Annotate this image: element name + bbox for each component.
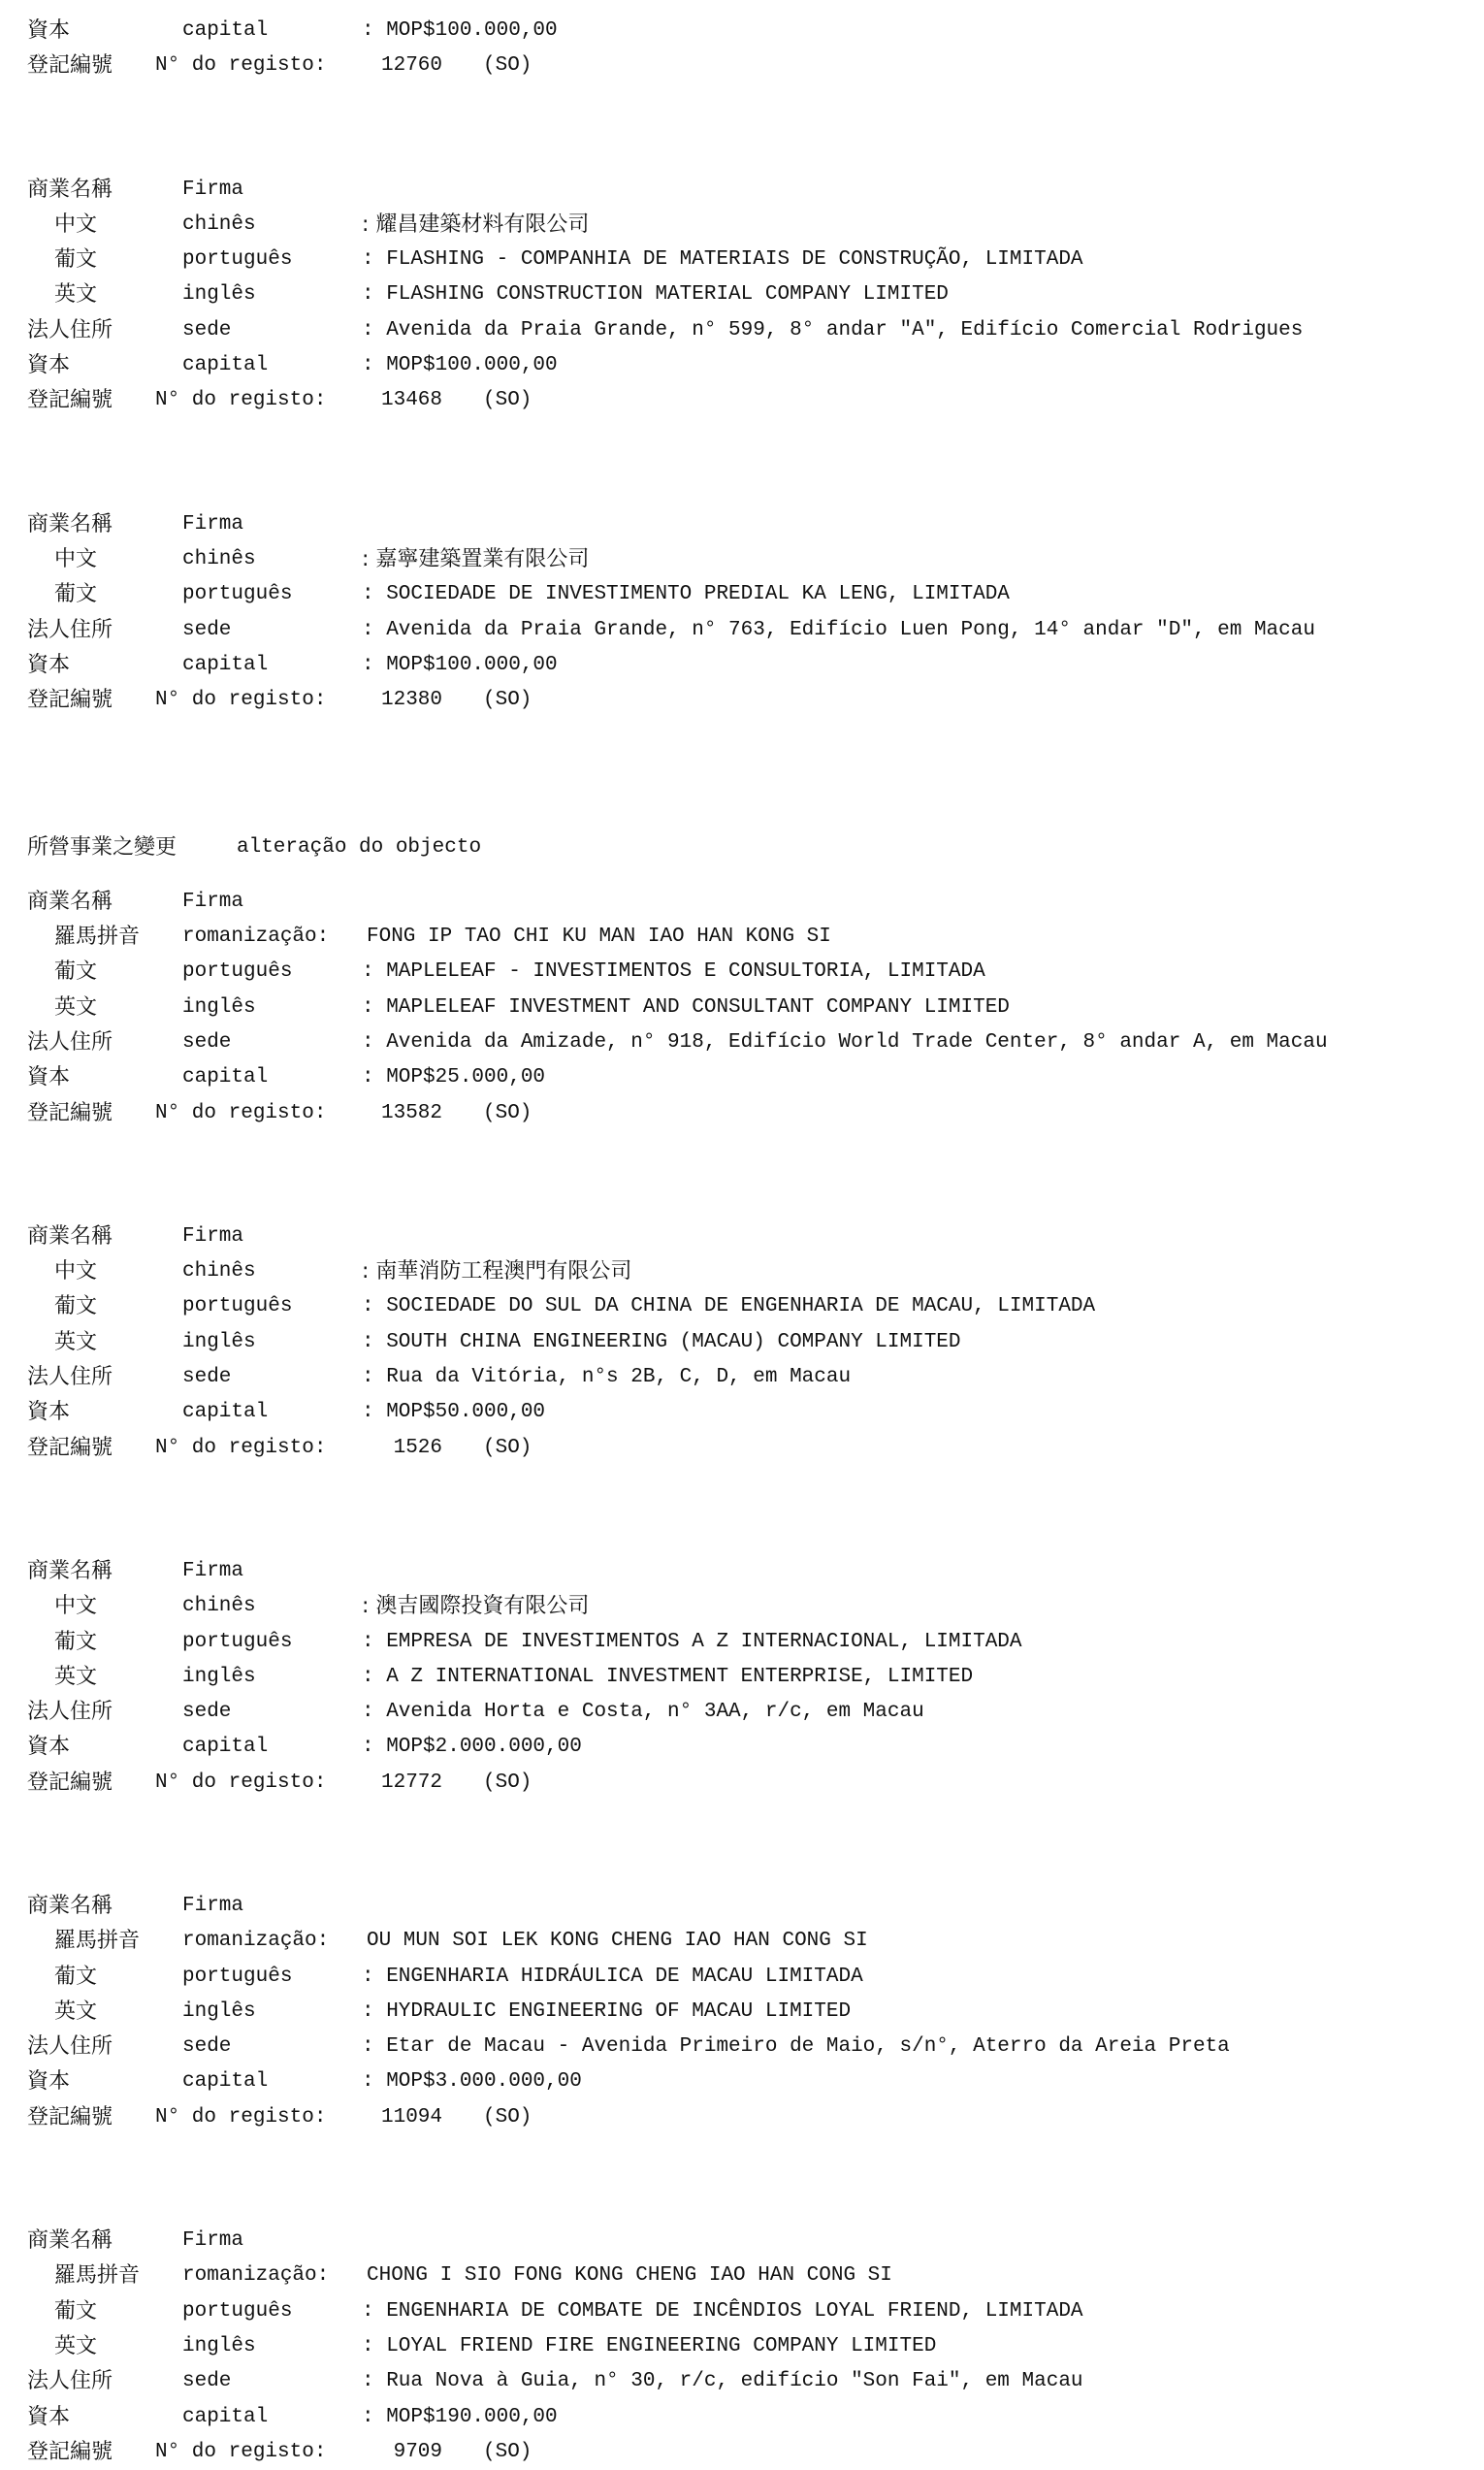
firma-line <box>27 1554 1472 1589</box>
portugues-name: : ENGENHARIA HIDRÁULICA DE MACAU LIMITADA <box>362 1965 863 1988</box>
registo-zh: 登記編號 <box>27 1435 113 1460</box>
sede-address: : Avenida da Praia Grande, n° 763, Edifício Luen Pong, 14° andar "D", em Macau <box>362 618 1315 641</box>
registo-suffix: (SO) <box>483 1771 532 1794</box>
capital-value: : MOP$100.000,00 <box>362 19 558 42</box>
firma-zh: 商業名稱 <box>27 177 113 202</box>
chines-pt: chinês <box>182 547 256 570</box>
chines-line <box>27 1589 1472 1624</box>
capital-line <box>27 2064 1472 2099</box>
romanizacao-pt: romanização: <box>182 926 330 949</box>
registo-zh: 登記編號 <box>27 2439 113 2464</box>
ingles-zh: 英文 <box>54 2333 98 2358</box>
chines-zh: 中文 <box>54 211 98 237</box>
capital-pt: capital <box>182 653 269 676</box>
sede-zh: 法人住所 <box>27 1365 113 1390</box>
company-entry <box>27 173 1472 419</box>
portugues-pt: português <box>182 2299 293 2323</box>
capital-line <box>27 648 1472 683</box>
company-entry <box>27 1554 1472 1801</box>
ingles-pt: inglês <box>182 995 256 1019</box>
capital-line <box>27 1730 1472 1765</box>
portugues-pt: português <box>182 1630 293 1653</box>
capital-value: : MOP$50.000,00 <box>362 1401 546 1424</box>
romanizacao-line <box>27 1924 1472 1959</box>
firma-line <box>27 2224 1472 2259</box>
romanizacao-zh: 羅馬拼音 <box>54 925 141 950</box>
section-heading-pt: alteração do objecto <box>237 836 482 860</box>
capital-line <box>27 14 1472 49</box>
ingles-line <box>27 277 1472 312</box>
registo-pt: N° do registo: <box>155 389 327 412</box>
firma-pt: Firma <box>182 1224 244 1248</box>
sede-line <box>27 313 1472 348</box>
chinese-name: : 耀昌建築材料有限公司 <box>362 211 590 237</box>
firma-pt: Firma <box>182 1894 244 1917</box>
capital-pt: capital <box>182 2405 269 2428</box>
portugues-name: : FLASHING - COMPANHIA DE MATERIAIS DE CONSTRUÇÃO, LIMITADA <box>362 248 1083 272</box>
chines-line <box>27 542 1472 577</box>
portugues-name: : SOCIEDADE DO SUL DA CHINA DE ENGENHARIA DE MACAU, LIMITADA <box>362 1295 1096 1318</box>
chines-zh: 中文 <box>54 1594 98 1619</box>
portugues-line <box>27 243 1472 277</box>
registo-line <box>27 49 1472 83</box>
company-entry <box>27 885 1472 1131</box>
portugues-name: : EMPRESA DE INVESTIMENTOS A Z INTERNACIONAL, LIMITADA <box>362 1630 1022 1653</box>
portugues-line <box>27 1289 1472 1324</box>
sede-address: : Rua Nova à Guia, n° 30, r/c, edifício "Son Fai", em Macau <box>362 2370 1083 2393</box>
registo-line <box>27 1431 1472 1466</box>
capital-line <box>27 348 1472 383</box>
company-entry <box>27 1889 1472 2135</box>
sede-pt: sede <box>182 618 232 641</box>
registo-number: 12760 <box>381 54 443 78</box>
registo-suffix: (SO) <box>483 2105 532 2129</box>
registo-pt: N° do registo: <box>155 689 327 712</box>
portugues-zh: 葡文 <box>54 2298 98 2324</box>
portugues-pt: português <box>182 1295 293 1318</box>
registo-suffix: (SO) <box>483 2440 532 2463</box>
ingles-pt: inglês <box>182 1665 256 1688</box>
registo-line <box>27 383 1472 418</box>
romanizacao-line <box>27 2259 1472 2293</box>
capital-pt: capital <box>182 2070 269 2094</box>
registo-suffix: (SO) <box>483 1436 532 1459</box>
sede-address: : Avenida Horta e Costa, n° 3AA, r/c, em Macau <box>362 1701 924 1724</box>
capital-zh: 資本 <box>27 1735 71 1760</box>
capital-zh: 資本 <box>27 1065 71 1090</box>
sede-line <box>27 2030 1472 2064</box>
section-heading-zh: 所營事業之變更 <box>27 835 177 861</box>
capital-value: : MOP$25.000,00 <box>362 1066 546 1089</box>
capital-zh: 資本 <box>27 2404 71 2429</box>
ingles-name: : MAPLELEAF INVESTMENT AND CONSULTANT COMPANY LIMITED <box>362 995 1010 1019</box>
ingles-pt: inglês <box>182 2334 256 2357</box>
sede-pt: sede <box>182 318 232 341</box>
ingles-name: : HYDRAULIC ENGINEERING OF MACAU LIMITED <box>362 1999 852 2023</box>
portugues-name: : MAPLELEAF - INVESTIMENTOS E CONSULTORIA, LIMITADA <box>362 960 985 984</box>
capital-value: : MOP$3.000.000,00 <box>362 2070 582 2094</box>
capital-pt: capital <box>182 1066 269 1089</box>
sede-zh: 法人住所 <box>27 317 113 342</box>
chines-pt: chinês <box>182 1595 256 1618</box>
registo-number: 9709 <box>381 2440 443 2463</box>
sede-pt: sede <box>182 2370 232 2393</box>
romanizacao-pt: romanização: <box>182 2264 330 2288</box>
firma-zh: 商業名稱 <box>27 889 113 914</box>
romanizacao-zh: 羅馬拼音 <box>54 1929 141 1954</box>
portugues-line <box>27 1625 1472 1660</box>
capital-zh: 資本 <box>27 1400 71 1425</box>
registo-number: 11094 <box>381 2105 443 2129</box>
romanizacao-pt: romanização: <box>182 1930 330 1953</box>
chines-pt: chinês <box>182 1260 256 1284</box>
capital-line <box>27 1060 1472 1095</box>
registo-suffix: (SO) <box>483 689 532 712</box>
capital-pt: capital <box>182 19 269 42</box>
firma-line <box>27 885 1472 920</box>
portugues-pt: português <box>182 960 293 984</box>
sede-zh: 法人住所 <box>27 1029 113 1055</box>
ingles-pt: inglês <box>182 1330 256 1353</box>
registo-line <box>27 1766 1472 1801</box>
registo-number: 13468 <box>381 389 443 412</box>
ingles-name: : LOYAL FRIEND FIRE ENGINEERING COMPANY LIMITED <box>362 2334 937 2357</box>
capital-line <box>27 2400 1472 2435</box>
capital-value: : MOP$190.000,00 <box>362 2405 558 2428</box>
ingles-line <box>27 991 1472 1025</box>
capital-zh: 資本 <box>27 652 71 677</box>
registo-zh: 登記編號 <box>27 388 113 413</box>
registo-number: 1526 <box>381 1436 443 1459</box>
sede-pt: sede <box>182 2035 232 2059</box>
portugues-name: : ENGENHARIA DE COMBATE DE INCÊNDIOS LOYAL FRIEND, LIMITADA <box>362 2299 1083 2323</box>
capital-line <box>27 1395 1472 1430</box>
capital-zh: 資本 <box>27 18 71 43</box>
registo-pt: N° do registo: <box>155 1101 327 1124</box>
registo-number: 13582 <box>381 1101 443 1124</box>
portugues-pt: português <box>182 583 293 606</box>
registo-zh: 登記編號 <box>27 1100 113 1125</box>
firma-zh: 商業名稱 <box>27 1893 113 1918</box>
registo-line <box>27 1096 1472 1131</box>
portugues-zh: 葡文 <box>54 1294 98 1319</box>
registo-suffix: (SO) <box>483 1101 532 1124</box>
portugues-line <box>27 2294 1472 2329</box>
chines-zh: 中文 <box>54 1259 98 1284</box>
portugues-name: : SOCIEDADE DE INVESTIMENTO PREDIAL KA LENG, LIMITADA <box>362 583 1010 606</box>
registo-suffix: (SO) <box>483 389 532 412</box>
sede-address: : Etar de Macau - Avenida Primeiro de Maio, s/n°, Aterro da Areia Preta <box>362 2035 1230 2059</box>
ingles-name: : FLASHING CONSTRUCTION MATERIAL COMPANY LIMITED <box>362 283 949 307</box>
firma-line <box>27 1219 1472 1254</box>
romanizacao-name: OU MUN SOI LEK KONG CHENG IAO HAN CONG SI <box>367 1930 868 1953</box>
sede-line <box>27 613 1472 648</box>
firma-pt: Firma <box>182 2229 244 2253</box>
sede-zh: 法人住所 <box>27 617 113 642</box>
registo-pt: N° do registo: <box>155 2105 327 2129</box>
registo-pt: N° do registo: <box>155 1771 327 1794</box>
firma-line <box>27 1889 1472 1924</box>
registo-line <box>27 2100 1472 2135</box>
firma-pt: Firma <box>182 512 244 536</box>
sede-line <box>27 2364 1472 2399</box>
capital-zh: 資本 <box>27 353 71 378</box>
capital-zh: 資本 <box>27 2069 71 2095</box>
firma-pt: Firma <box>182 178 244 201</box>
registry-document <box>27 14 1472 2470</box>
sede-address: : Avenida da Amizade, n° 918, Edifício World Trade Center, 8° andar A, em Macau <box>362 1030 1328 1054</box>
registo-number: 12772 <box>381 1771 443 1794</box>
chinese-name: : 南華消防工程澳門有限公司 <box>362 1259 632 1284</box>
sede-zh: 法人住所 <box>27 2369 113 2394</box>
ingles-zh: 英文 <box>54 1999 98 2024</box>
sede-address: : Avenida da Praia Grande, n° 599, 8° andar "A", Edifício Comercial Rodrigues <box>362 318 1304 341</box>
registo-number: 12380 <box>381 689 443 712</box>
chinese-name: : 嘉寧建築置業有限公司 <box>362 546 590 571</box>
ingles-zh: 英文 <box>54 282 98 308</box>
firma-line <box>27 507 1472 542</box>
registo-zh: 登記編號 <box>27 2104 113 2129</box>
portugues-zh: 葡文 <box>54 582 98 607</box>
capital-value: : MOP$100.000,00 <box>362 354 558 377</box>
portugues-zh: 葡文 <box>54 959 98 985</box>
portugues-zh: 葡文 <box>54 1629 98 1654</box>
ingles-name: : SOUTH CHINA ENGINEERING (MACAU) COMPANY LIMITED <box>362 1330 961 1353</box>
ingles-zh: 英文 <box>54 994 98 1020</box>
sede-address: : Rua da Vitória, n°s 2B, C, D, em Macau <box>362 1366 852 1389</box>
portugues-line <box>27 955 1472 990</box>
registo-line <box>27 2435 1472 2470</box>
chines-pt: chinês <box>182 212 256 236</box>
section-heading <box>27 830 1472 865</box>
ingles-line <box>27 1660 1472 1695</box>
ingles-name: : A Z INTERNATIONAL INVESTMENT ENTERPRISE, LIMITED <box>362 1665 974 1688</box>
firma-pt: Firma <box>182 1559 244 1582</box>
capital-pt: capital <box>182 354 269 377</box>
ingles-zh: 英文 <box>54 1664 98 1689</box>
ingles-line <box>27 2329 1472 2364</box>
firma-pt: Firma <box>182 890 244 913</box>
portugues-line <box>27 577 1472 612</box>
registo-suffix: (SO) <box>483 54 532 78</box>
chinese-name: : 澳吉國際投資有限公司 <box>362 1594 590 1619</box>
ingles-pt: inglês <box>182 1999 256 2023</box>
sede-zh: 法人住所 <box>27 2034 113 2060</box>
firma-line <box>27 173 1472 208</box>
company-entry <box>27 1219 1472 1466</box>
portugues-zh: 葡文 <box>54 247 98 273</box>
sede-pt: sede <box>182 1030 232 1054</box>
ingles-line <box>27 1995 1472 2030</box>
firma-zh: 商業名稱 <box>27 1558 113 1583</box>
ingles-zh: 英文 <box>54 1329 98 1354</box>
capital-pt: capital <box>182 1736 269 1759</box>
portugues-pt: português <box>182 1965 293 1988</box>
romanizacao-name: CHONG I SIO FONG KONG CHENG IAO HAN CONG SI <box>367 2264 892 2288</box>
sede-pt: sede <box>182 1701 232 1724</box>
portugues-pt: português <box>182 248 293 272</box>
chines-zh: 中文 <box>54 546 98 571</box>
firma-zh: 商業名稱 <box>27 1223 113 1249</box>
sede-line <box>27 1695 1472 1730</box>
sede-pt: sede <box>182 1366 232 1389</box>
sede-line <box>27 1025 1472 1060</box>
portugues-line <box>27 1960 1472 1995</box>
registo-zh: 登記編號 <box>27 1770 113 1795</box>
sede-zh: 法人住所 <box>27 1700 113 1725</box>
chines-line <box>27 1254 1472 1289</box>
romanizacao-zh: 羅馬拼音 <box>54 2263 141 2289</box>
registo-line <box>27 683 1472 718</box>
company-entry <box>27 507 1472 719</box>
registo-pt: N° do registo: <box>155 1436 327 1459</box>
chines-line <box>27 208 1472 243</box>
firma-zh: 商業名稱 <box>27 511 113 536</box>
capital-pt: capital <box>182 1401 269 1424</box>
sede-line <box>27 1360 1472 1395</box>
registo-zh: 登記編號 <box>27 53 113 79</box>
registo-pt: N° do registo: <box>155 2440 327 2463</box>
company-entry <box>27 2224 1472 2470</box>
capital-value: : MOP$2.000.000,00 <box>362 1736 582 1759</box>
romanizacao-line <box>27 920 1472 955</box>
firma-zh: 商業名稱 <box>27 2228 113 2254</box>
ingles-line <box>27 1325 1472 1360</box>
romanizacao-name: FONG IP TAO CHI KU MAN IAO HAN KONG SI <box>367 926 831 949</box>
capital-value: : MOP$100.000,00 <box>362 653 558 676</box>
registo-zh: 登記編號 <box>27 688 113 713</box>
registo-pt: N° do registo: <box>155 54 327 78</box>
ingles-pt: inglês <box>182 283 256 307</box>
portugues-zh: 葡文 <box>54 1964 98 1989</box>
